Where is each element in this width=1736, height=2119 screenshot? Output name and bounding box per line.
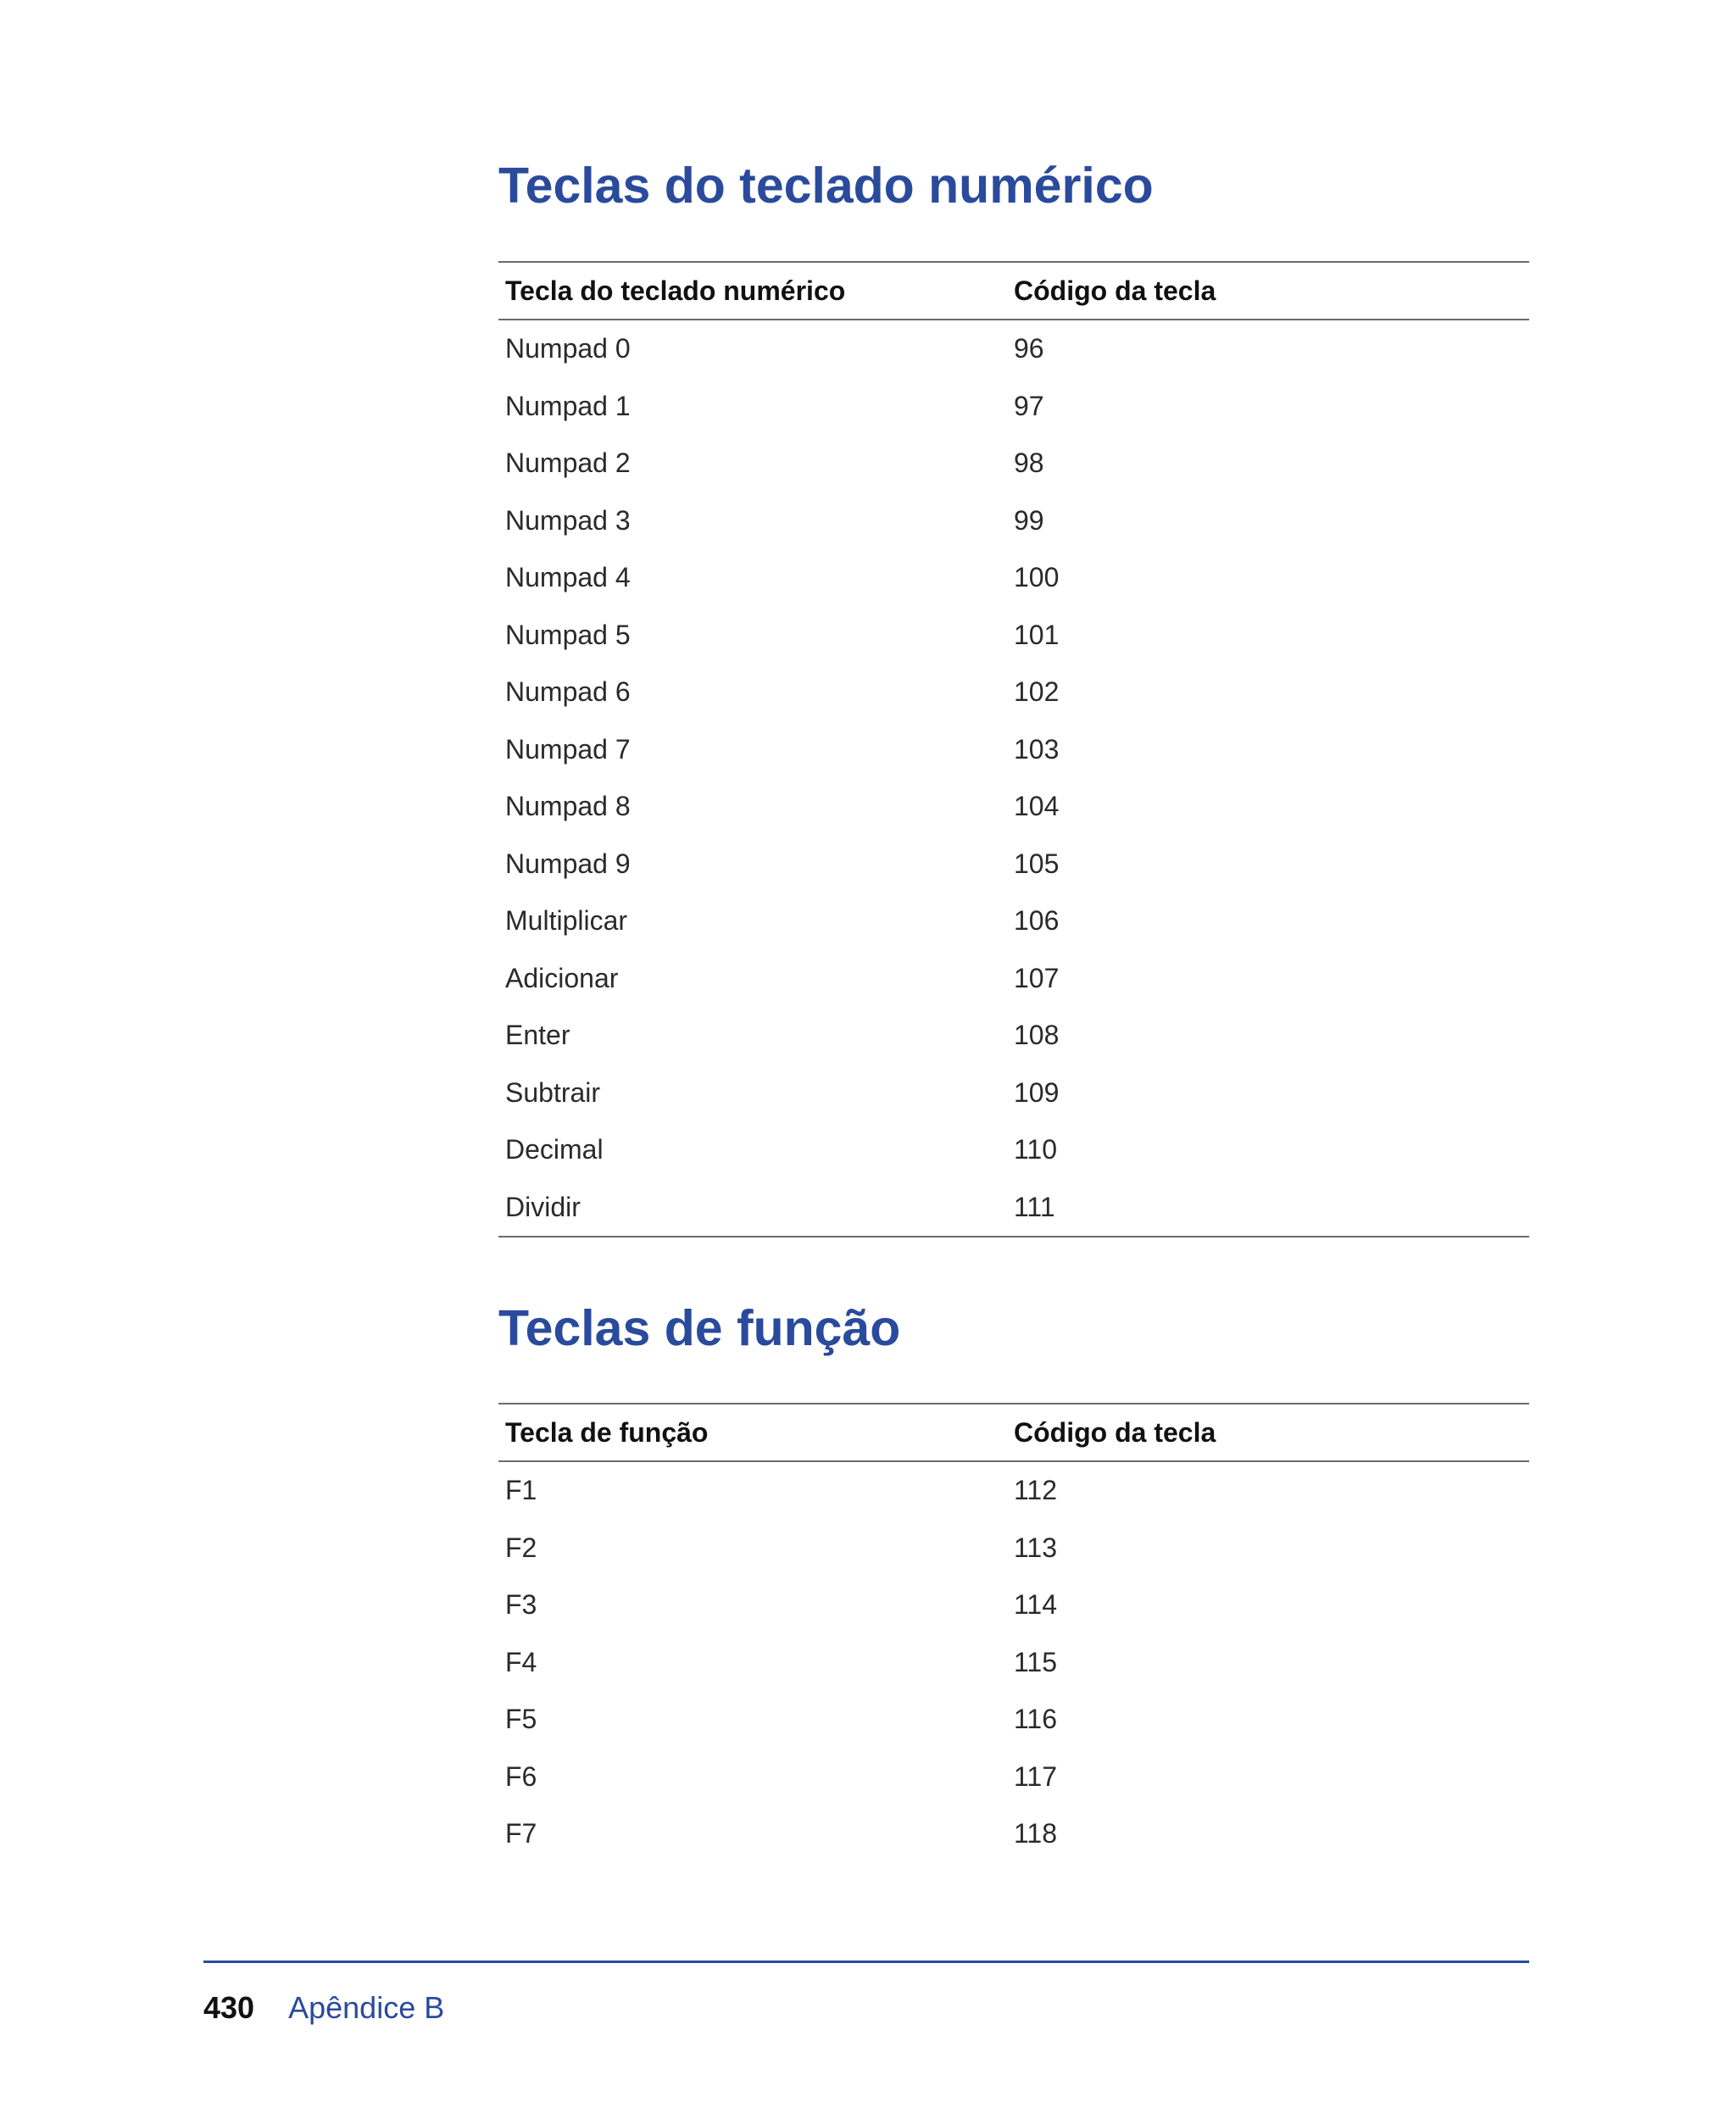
table-row: [498, 492, 1529, 550]
key-code-cell: 101: [1014, 619, 1060, 650]
table-row: [498, 549, 1529, 607]
key-name-cell: Multiplicar: [505, 905, 628, 937]
key-name-cell: Enter: [505, 1020, 570, 1051]
footer-section-name: Apêndice B: [288, 1990, 445, 2025]
table-row: [498, 1007, 1529, 1065]
table-row: [498, 1065, 1529, 1122]
numpad-table-body: [498, 320, 1529, 1237]
key-code-cell: 110: [1014, 1134, 1058, 1165]
table-row: [498, 1634, 1529, 1692]
key-name-cell: F6: [505, 1760, 537, 1792]
footer-divider: [203, 1960, 1529, 1963]
table-header-row: [498, 1404, 1529, 1461]
key-code-cell: 104: [1014, 791, 1060, 822]
key-name-cell: Adicionar: [505, 962, 619, 993]
key-name-cell: Numpad 0: [505, 333, 631, 364]
function-section-title: Teclas de função: [498, 1300, 901, 1356]
table-row: [498, 950, 1529, 1008]
table-row: [498, 778, 1529, 836]
key-name-cell: Numpad 6: [505, 676, 631, 708]
table-row: [498, 893, 1529, 950]
table-row: [498, 721, 1529, 779]
column-header-code: Código da tecla: [1007, 262, 1529, 320]
column-header-key: Tecla do teclado numérico: [498, 262, 1007, 320]
key-name-cell: Subtrair: [505, 1076, 601, 1108]
page-number: 430: [203, 1990, 255, 2025]
key-code-cell: 102: [1014, 676, 1060, 708]
key-code-cell: 100: [1014, 562, 1060, 593]
key-code-cell: 96: [1014, 333, 1044, 364]
table-row: [498, 1577, 1529, 1634]
numpad-key-table: [498, 261, 1529, 1237]
table-row: [498, 1179, 1529, 1237]
key-code-cell: 113: [1014, 1532, 1058, 1563]
table-row: [498, 1805, 1529, 1863]
table-row: [498, 1461, 1529, 1520]
page-footer: [203, 1990, 444, 2026]
key-code-cell: 105: [1014, 848, 1060, 879]
key-name-cell: F2: [505, 1532, 537, 1563]
key-name-cell: Numpad 1: [505, 390, 631, 421]
table-row: [498, 664, 1529, 721]
column-header-code: Código da tecla: [1007, 1404, 1529, 1461]
key-code-cell: 115: [1014, 1646, 1058, 1677]
key-name-cell: Numpad 7: [505, 733, 631, 765]
column-header-key: Tecla de função: [498, 1404, 1007, 1461]
table-row: [498, 1520, 1529, 1577]
key-code-cell: 114: [1014, 1589, 1058, 1621]
key-name-cell: Decimal: [505, 1134, 604, 1165]
table-header-row: [498, 262, 1529, 320]
table-row: [498, 1749, 1529, 1806]
key-name-cell: Numpad 3: [505, 504, 631, 536]
key-name-cell: Dividir: [498, 1179, 1007, 1237]
key-name-cell: Numpad 8: [505, 791, 631, 822]
key-code-cell: 118: [1014, 1818, 1058, 1849]
key-code-cell: 108: [1014, 1020, 1060, 1051]
key-name-cell: Numpad 2: [505, 448, 631, 479]
table-row: [498, 435, 1529, 492]
key-code-cell: 109: [1014, 1076, 1060, 1108]
table-row: [498, 1691, 1529, 1749]
key-name-cell: F4: [505, 1646, 537, 1677]
key-code-cell: 117: [1014, 1760, 1058, 1792]
table-row: [498, 1121, 1529, 1179]
function-table-body: [498, 1461, 1529, 1863]
table-row: [498, 320, 1529, 378]
key-code-cell: 107: [1014, 962, 1060, 993]
function-key-table: [498, 1403, 1529, 1863]
table-row: [498, 836, 1529, 893]
key-name-cell: Numpad 4: [505, 562, 631, 593]
key-code-cell: 103: [1014, 733, 1060, 765]
key-name-cell: F7: [505, 1818, 537, 1849]
key-name-cell: F5: [505, 1704, 537, 1735]
numpad-section-title: Teclas do teclado numérico: [498, 158, 1154, 214]
key-name-cell: Numpad 5: [505, 619, 631, 650]
key-code-cell: 111: [1007, 1179, 1529, 1237]
key-name-cell: F1: [505, 1475, 537, 1506]
key-code-cell: 99: [1014, 504, 1044, 536]
key-name-cell: Numpad 9: [505, 848, 631, 879]
key-code-cell: 98: [1014, 448, 1044, 479]
table-row: [498, 378, 1529, 436]
key-code-cell: 116: [1014, 1704, 1058, 1735]
key-code-cell: 112: [1014, 1475, 1058, 1506]
key-code-cell: 97: [1014, 390, 1044, 421]
key-name-cell: F3: [505, 1589, 537, 1621]
table-row: [498, 607, 1529, 665]
key-code-cell: 106: [1014, 905, 1060, 937]
